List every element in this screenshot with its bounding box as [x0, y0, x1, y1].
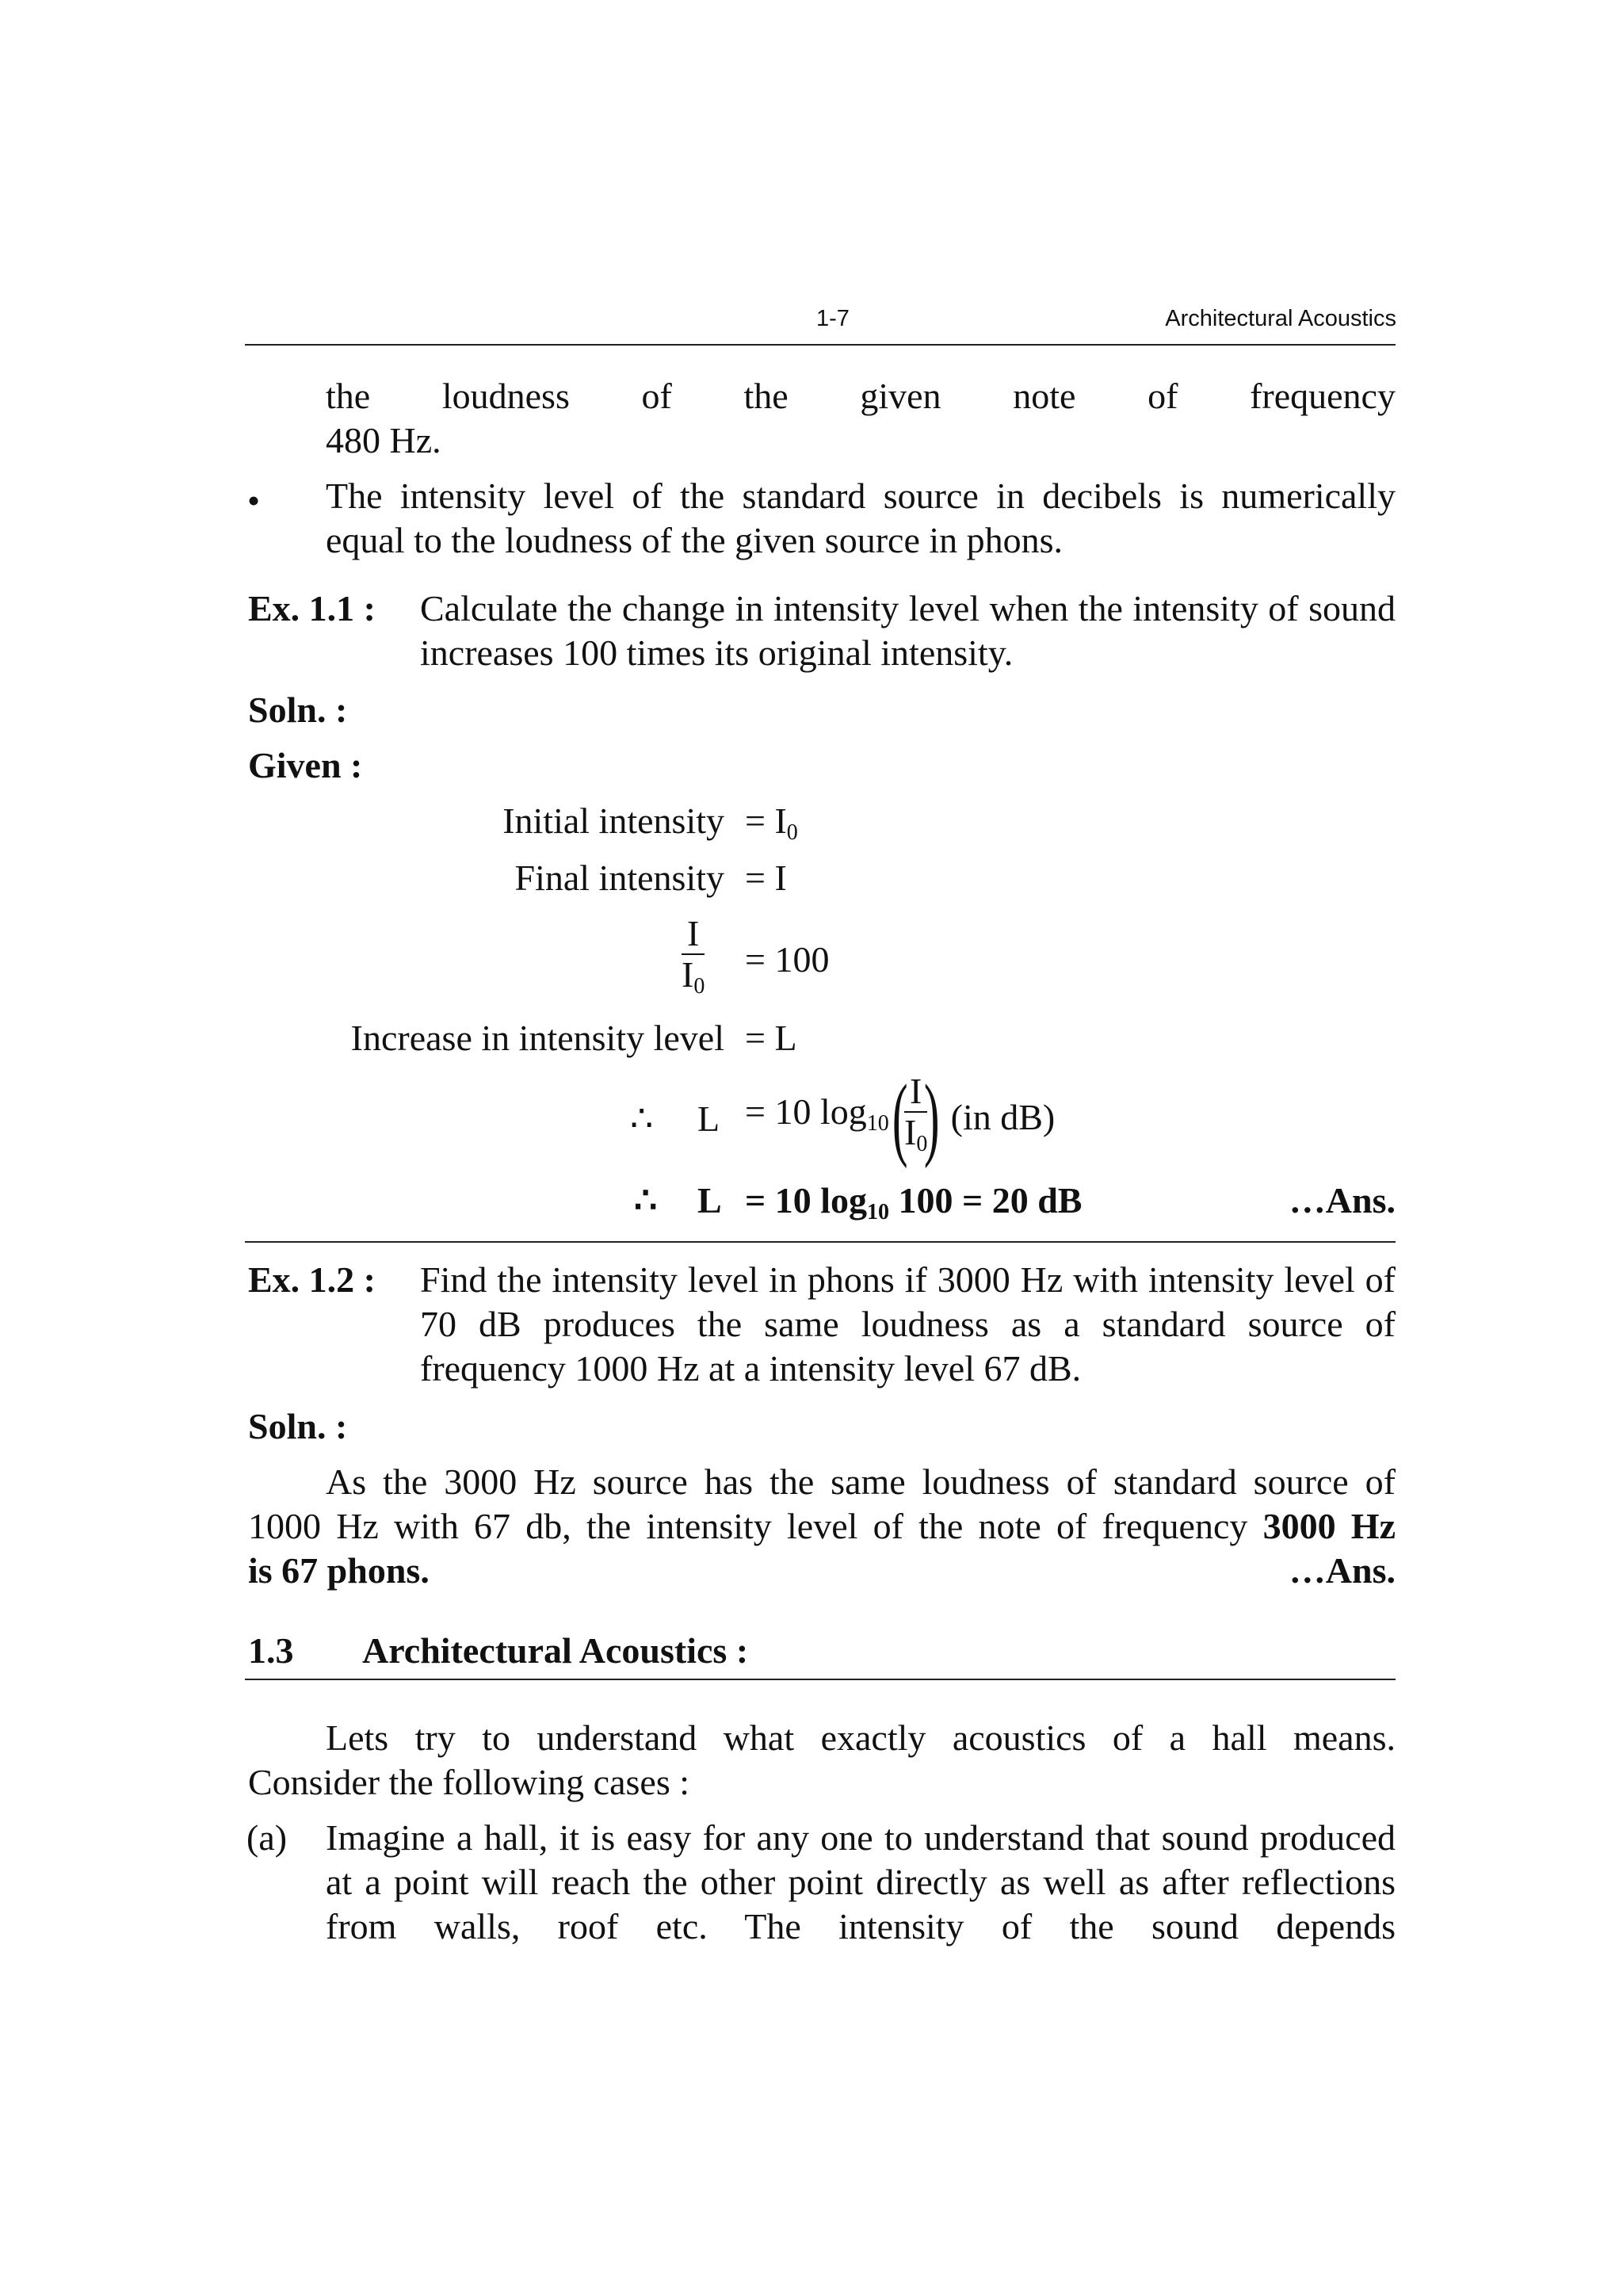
solution-line-1: As the 3000 Hz source has the same loudness of standard source of: [326, 1461, 1396, 1502]
item-a-label: (a): [246, 1817, 288, 1858]
formula-lhs: L: [697, 1098, 720, 1139]
left-paren-icon: (: [892, 1065, 908, 1169]
intro-line-1: [326, 374, 1396, 418]
given-label: Given :: [248, 745, 363, 785]
answer-marker: …Ans.: [1289, 1180, 1396, 1221]
item-a-text: Imagine a hall, it is easy for any one to understand that sound produced at a point will reach the other point directly as well as after reflections from walls, roof etc. The intensity of the sound depends: [326, 1817, 1396, 1946]
intro-word: note: [1013, 376, 1076, 416]
therefore-symbol: ∴: [630, 1098, 654, 1139]
fraction-denominator: $I_0$: [904, 1111, 928, 1156]
fraction-numerator: I: [904, 1072, 927, 1113]
example-separator: [245, 1241, 1396, 1243]
solution-conclusion: is 67 phons.: [248, 1550, 430, 1591]
fraction-numerator: I: [682, 914, 705, 955]
intro-word: given: [860, 376, 941, 416]
intro-word: the: [743, 376, 789, 416]
running-title: Architectural Acoustics: [1165, 306, 1396, 331]
answer-marker: …Ans.: [1289, 1550, 1396, 1591]
page-number: 1-7: [816, 306, 850, 331]
example-1-label: Ex. 1.1 :: [248, 588, 376, 628]
section-title: Architectural Acoustics :: [362, 1630, 749, 1671]
header-rule: [245, 344, 1396, 346]
example-2-label: Ex. 1.2 :: [248, 1259, 376, 1300]
increase-label: Increase in intensity level: [350, 1018, 724, 1058]
log-expression: = 10 $\log_{10}$: [745, 1091, 889, 1136]
section-number: 1.3: [248, 1630, 294, 1671]
initial-intensity-label: Initial intensity: [502, 800, 724, 841]
subscript: 0: [786, 820, 798, 845]
section-para-line-1: Lets try to understand what exactly acoustics of a hall means.: [326, 1717, 1396, 1758]
right-paren-icon: ): [924, 1065, 940, 1169]
formula-unit: (in dB): [950, 1097, 1056, 1137]
example-2-question: Find the intensity level in phons if 3000 Hz with intensity level of 70 dB produces the same loudness as a standard source of frequency 1000 Hz at a intensity level 67 dB.: [420, 1259, 1396, 1389]
initial-intensity-value: [745, 799, 798, 855]
bullet-icon: •: [247, 480, 261, 521]
ratio-fraction: [682, 914, 705, 1007]
intensity-ratio: [682, 914, 705, 1007]
fraction-denominator: $I_0$: [682, 954, 705, 999]
section-para-line-2: Consider the following cases :: [248, 1762, 690, 1802]
intro-word: of: [641, 376, 672, 416]
intro-word: the: [326, 376, 371, 416]
solution-label: Soln. :: [248, 1406, 348, 1446]
solution-line-2: 1000 Hz with 67 db, the intensity level of the note of frequency 3000 Hz: [248, 1506, 1396, 1546]
solution-label: Soln. :: [248, 690, 348, 730]
therefore-symbol: ∴: [634, 1180, 658, 1221]
result-lhs: L: [697, 1180, 722, 1221]
final-intensity-value: = I: [745, 858, 787, 898]
bullet-text: The intensity level of the standard source in decibels is numerically equal to the loudness of the given source in phons.: [326, 476, 1396, 560]
intro-line-2: 480 Hz.: [326, 420, 441, 460]
intro-word: loudness: [441, 376, 570, 416]
equals-sign: =: [745, 800, 766, 841]
result-rhs: = 10 $\log_{10} 100 = 20$ dB: [745, 1180, 1083, 1224]
example-1-question: Calculate the change in intensity level when the intensity of sound increases 100 times its original intensity.: [420, 588, 1396, 673]
ratio-value: = 100: [745, 939, 830, 980]
increase-value: = L: [745, 1018, 797, 1058]
section-rule: [245, 1679, 1396, 1680]
final-intensity-label: Final intensity: [514, 858, 724, 898]
formula-rhs: [745, 1062, 1055, 1173]
intro-word: of: [1148, 376, 1178, 416]
intensity-symbol: I: [774, 800, 787, 841]
intro-word: frequency: [1250, 376, 1396, 416]
